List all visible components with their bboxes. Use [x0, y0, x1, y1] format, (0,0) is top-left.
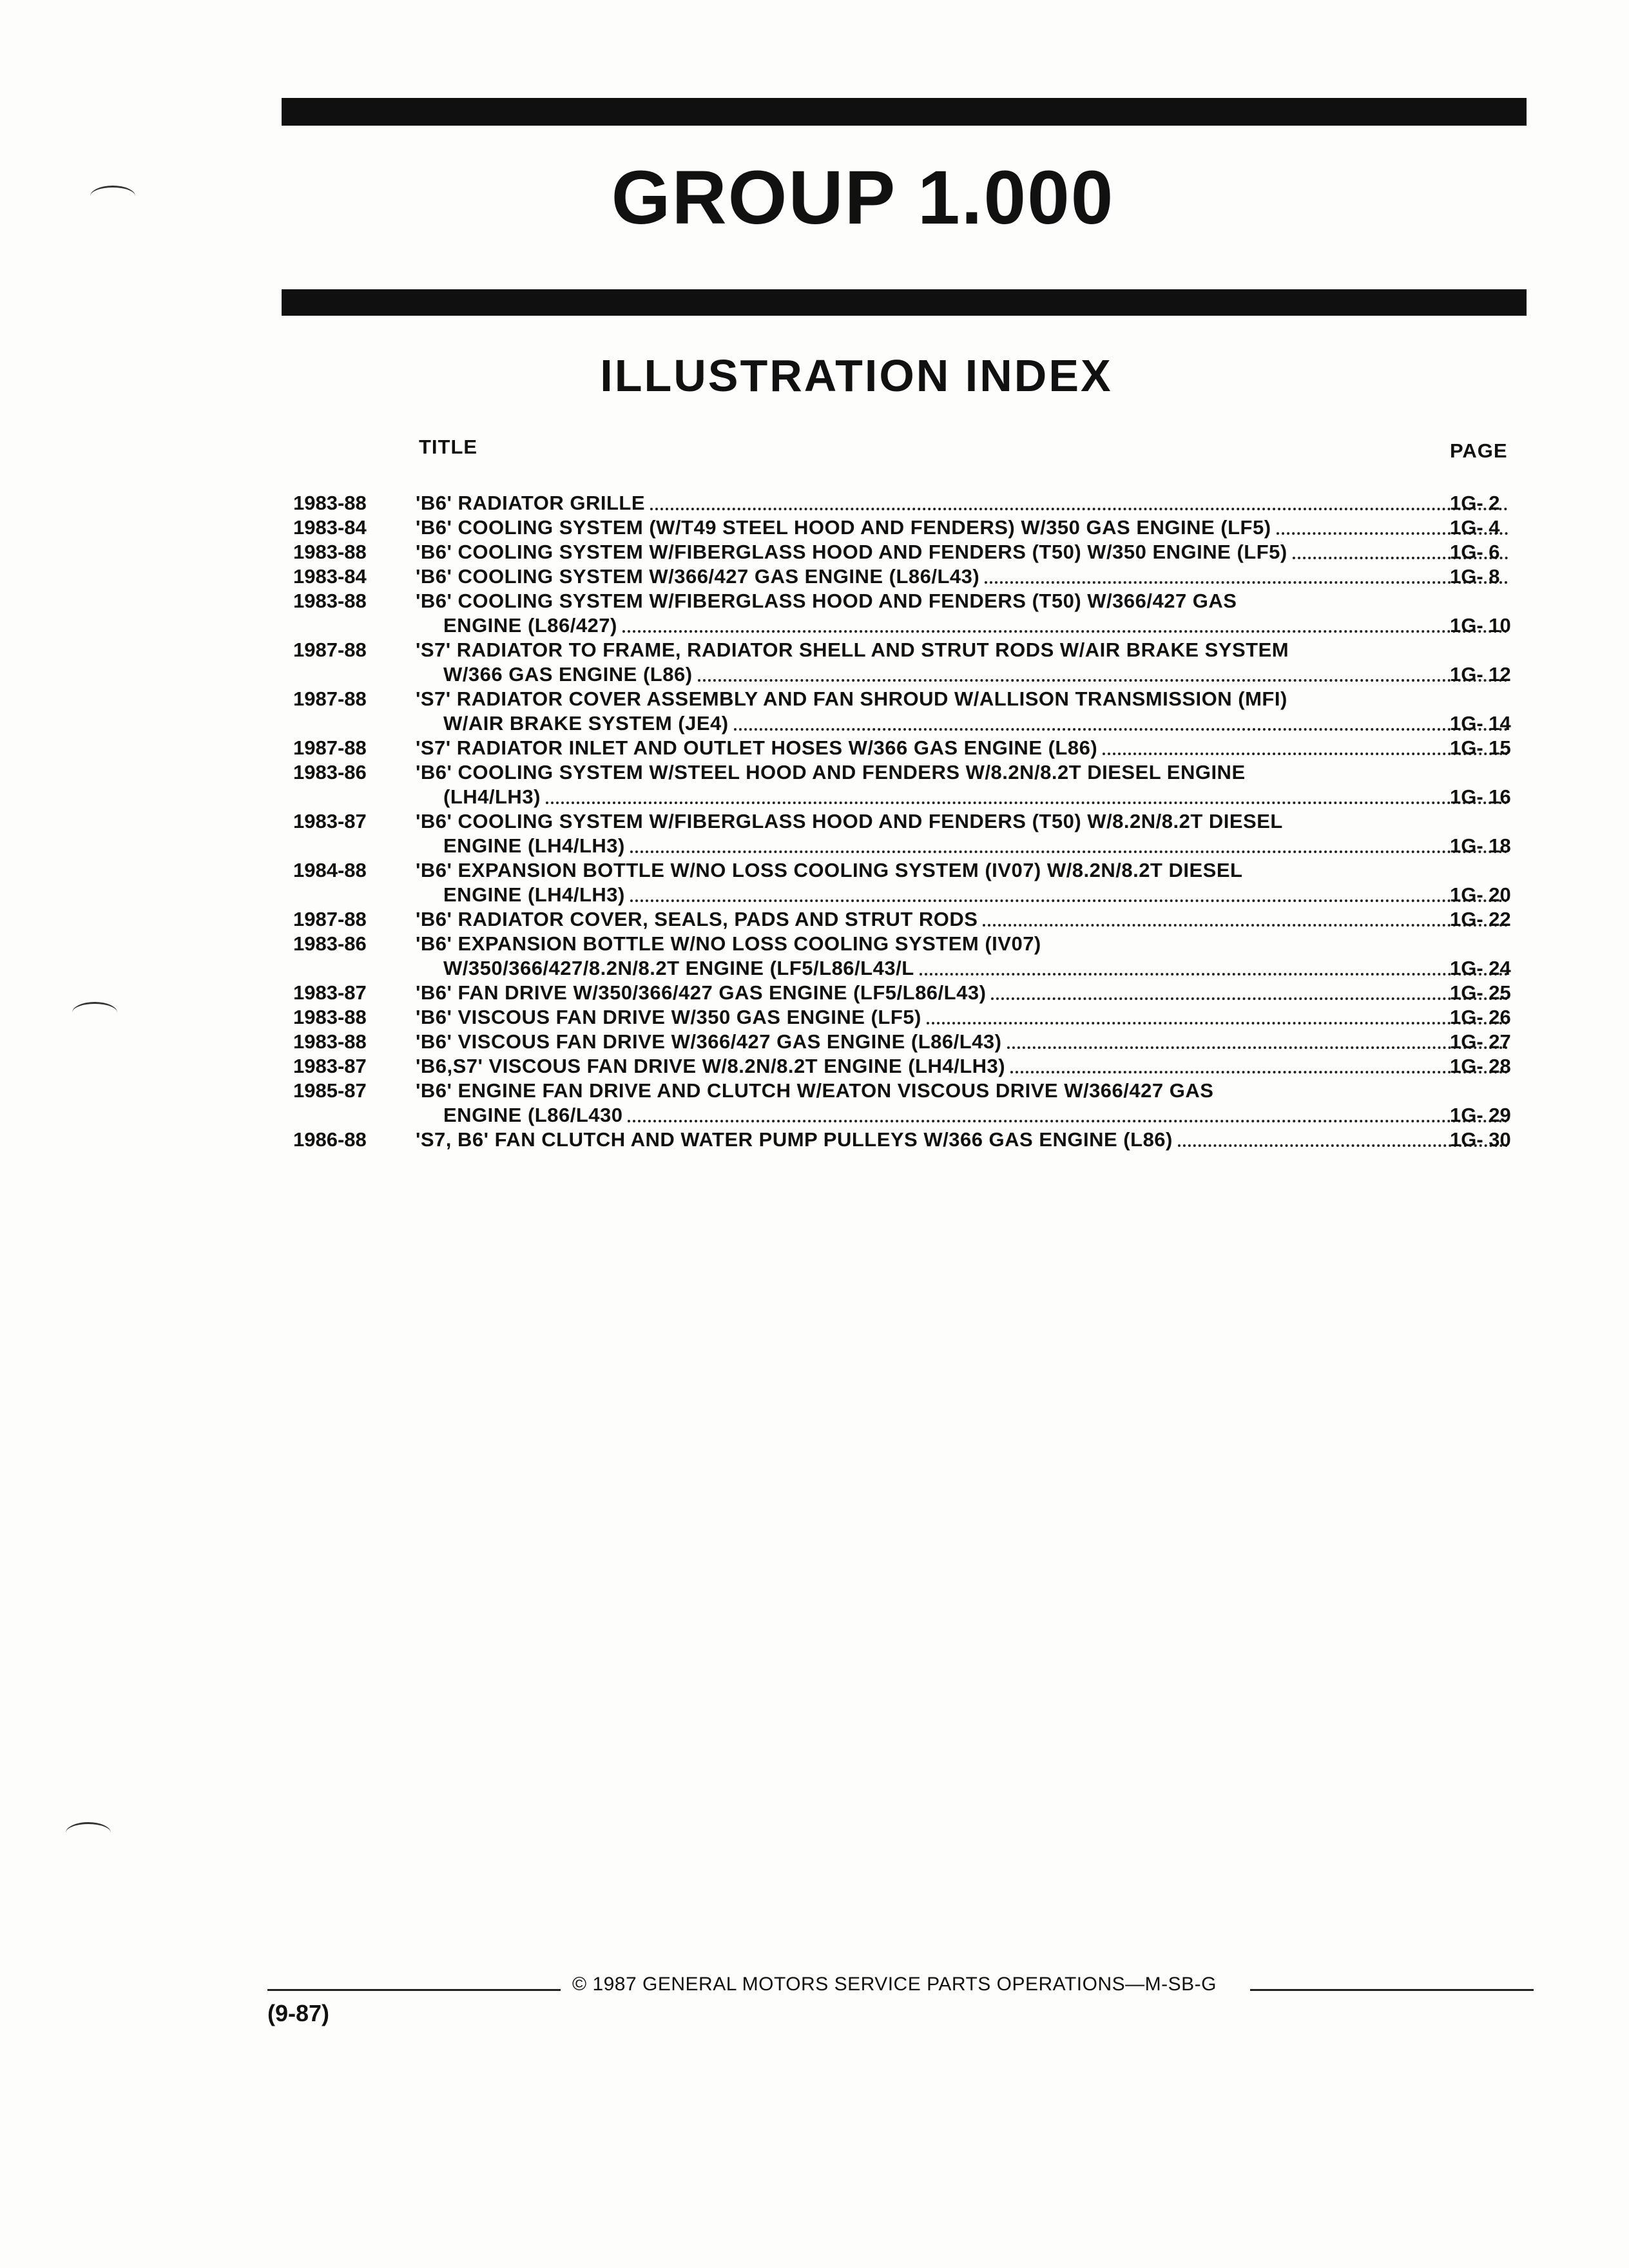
index-entry: [0, 981, 1629, 1005]
entry-title: ENGINE (L86/427): [443, 614, 617, 637]
entry-title: 'B6,S7' VISCOUS FAN DRIVE W/8.2N/8.2T ENGINE (LH4/LH3): [416, 1055, 1006, 1077]
footer-rule-right: [1250, 1989, 1534, 1991]
entry-page: 1G- 30: [1450, 1128, 1511, 1151]
column-header-page: PAGE: [1450, 439, 1508, 462]
dot-leader: [985, 581, 1508, 584]
entry-years: 1983-87: [293, 810, 367, 832]
revision-date: (9-87): [267, 2000, 330, 2026]
footer-rule-left: [267, 1989, 561, 1991]
entry-title: 'B6' ENGINE FAN DRIVE AND CLUTCH W/EATON VISCOUS DRIVE W/366/427 GAS: [416, 1079, 1214, 1102]
illustration-index-list: [0, 491, 1629, 1152]
entry-title: (LH4/LH3): [443, 785, 541, 808]
entry-page: 1G- 28: [1450, 1055, 1511, 1077]
entry-years: 1983-88: [293, 492, 367, 514]
entry-page: 1G- 29: [1450, 1104, 1511, 1126]
index-entry-continuation: [0, 711, 1629, 736]
entry-title: 'B6' COOLING SYSTEM W/FIBERGLASS HOOD AND FENDERS (T50) W/366/427 GAS: [416, 590, 1237, 612]
entry-title: 'S7, B6' FAN CLUTCH AND WATER PUMP PULLEYS W/366 GAS ENGINE (L86): [416, 1128, 1173, 1151]
entry-page: 1G- 18: [1450, 834, 1511, 857]
index-entry: [0, 540, 1629, 564]
index-entry-continuation: [0, 883, 1629, 907]
entry-title: W/350/366/427/8.2N/8.2T ENGINE (LF5/L86/L43/L: [443, 957, 914, 979]
entry-title: 'B6' COOLING SYSTEM W/FIBERGLASS HOOD AND FENDERS (T50) W/8.2N/8.2T DIESEL: [416, 810, 1283, 832]
index-entry: [0, 564, 1629, 589]
entry-page: 1G- 12: [1450, 663, 1511, 686]
index-entry: [0, 1079, 1629, 1103]
entry-page: 1G- 26: [1450, 1006, 1511, 1028]
entry-title: W/AIR BRAKE SYSTEM (JE4): [443, 712, 729, 735]
index-entry: [0, 858, 1629, 883]
entry-page: 1G- 22: [1450, 908, 1511, 930]
entry-years: 1987-88: [293, 908, 367, 930]
entry-title: 'B6' COOLING SYSTEM W/FIBERGLASS HOOD AND FENDERS (T50) W/350 ENGINE (LF5): [416, 541, 1287, 563]
entry-title: ENGINE (LH4/LH3): [443, 883, 625, 906]
entry-years: 1983-88: [293, 541, 367, 563]
column-header-title: TITLE: [419, 436, 478, 458]
index-entry: [0, 907, 1629, 932]
entry-page: 1G- 27: [1450, 1030, 1511, 1053]
entry-years: 1983-86: [293, 761, 367, 783]
entry-title: 'S7' RADIATOR TO FRAME, RADIATOR SHELL AND STRUT RODS W/AIR BRAKE SYSTEM: [416, 639, 1289, 661]
index-entry-continuation: [0, 662, 1629, 687]
entry-title: 'S7' RADIATOR COVER ASSEMBLY AND FAN SHROUD W/ALLISON TRANSMISSION (MFI): [416, 687, 1287, 710]
dot-leader: [1103, 753, 1508, 755]
entry-title: 'B6' FAN DRIVE W/350/366/427 GAS ENGINE (LF5/L86/L43): [416, 981, 987, 1004]
binder-hole-mark: [90, 186, 135, 207]
index-entry: [0, 638, 1629, 662]
entry-title: 'B6' VISCOUS FAN DRIVE W/350 GAS ENGINE (LF5): [416, 1006, 921, 1028]
group-title: GROUP 1.000: [611, 155, 1115, 240]
dot-leader: [734, 728, 1508, 731]
entry-page: 1G- 10: [1450, 614, 1511, 637]
dot-leader: [983, 924, 1508, 927]
dot-leader: [698, 679, 1508, 682]
entry-page: 1G- 4: [1450, 516, 1500, 539]
entry-years: 1984-88: [293, 859, 367, 881]
index-entry: [0, 1030, 1629, 1054]
entry-title: 'B6' RADIATOR COVER, SEALS, PADS AND STRUT RODS: [416, 908, 978, 930]
entry-years: 1983-88: [293, 1030, 367, 1053]
top-rule: [282, 98, 1527, 126]
entry-page: 1G- 25: [1450, 981, 1511, 1004]
index-entry: [0, 687, 1629, 711]
entry-page: 1G- 14: [1450, 712, 1511, 735]
entry-title: W/366 GAS ENGINE (L86): [443, 663, 693, 686]
entry-title: ENGINE (L86/L430: [443, 1104, 623, 1126]
dot-leader: [546, 802, 1508, 804]
entry-title: 'B6' COOLING SYSTEM W/STEEL HOOD AND FENDERS W/8.2N/8.2T DIESEL ENGINE: [416, 761, 1246, 783]
entry-title: 'B6' COOLING SYSTEM (W/T49 STEEL HOOD AND FENDERS) W/350 GAS ENGINE (LF5): [416, 516, 1271, 539]
entry-page: 1G- 8: [1450, 565, 1500, 588]
dot-leader: [622, 630, 1508, 633]
entry-years: 1987-88: [293, 639, 367, 661]
index-entry-continuation: [0, 1103, 1629, 1128]
dot-leader: [991, 997, 1508, 1000]
entry-title: 'B6' EXPANSION BOTTLE W/NO LOSS COOLING SYSTEM (IV07) W/8.2N/8.2T DIESEL: [416, 859, 1243, 881]
dot-leader: [927, 1022, 1508, 1024]
entry-years: 1983-87: [293, 981, 367, 1004]
entry-title: 'B6' EXPANSION BOTTLE W/NO LOSS COOLING SYSTEM (IV07): [416, 932, 1041, 955]
index-entry-continuation: [0, 785, 1629, 809]
index-entry: [0, 589, 1629, 613]
index-entry: [0, 736, 1629, 760]
index-entry-continuation: [0, 613, 1629, 638]
dot-leader: [630, 899, 1508, 902]
entry-years: 1983-88: [293, 1006, 367, 1028]
entry-years: 1986-88: [293, 1128, 367, 1151]
binder-hole-mark: [72, 1002, 117, 1023]
entry-title: 'B6' RADIATOR GRILLE: [416, 492, 645, 514]
entry-years: 1987-88: [293, 736, 367, 759]
entry-years: 1987-88: [293, 687, 367, 710]
index-entry-continuation: [0, 956, 1629, 981]
index-entry: [0, 1054, 1629, 1079]
index-title: ILLUSTRATION INDEX: [600, 351, 1113, 401]
index-entry: [0, 491, 1629, 515]
index-entry-continuation: [0, 834, 1629, 858]
entry-page: 1G- 16: [1450, 785, 1511, 808]
binder-hole-mark: [66, 1822, 111, 1843]
dot-leader: [628, 1120, 1508, 1122]
entry-years: 1983-86: [293, 932, 367, 955]
footer-copyright: © 1987 GENERAL MOTORS SERVICE PARTS OPERATIONS—M-SB-G: [572, 1974, 1217, 1995]
index-entry: [0, 1005, 1629, 1030]
index-entry: [0, 809, 1629, 834]
dot-leader: [1007, 1046, 1509, 1049]
entry-years: 1983-87: [293, 1055, 367, 1077]
entry-years: 1983-84: [293, 516, 367, 539]
dot-leader: [920, 973, 1508, 975]
entry-page: 1G- 24: [1450, 957, 1511, 979]
entry-page: 1G- 2: [1450, 492, 1500, 514]
header-rule: [282, 289, 1527, 316]
entry-years: 1983-84: [293, 565, 367, 588]
entry-page: 1G- 6: [1450, 541, 1500, 563]
index-entry: [0, 760, 1629, 785]
index-entry: [0, 1128, 1629, 1152]
index-entry: [0, 932, 1629, 956]
entry-page: 1G- 20: [1450, 883, 1511, 906]
entry-title: ENGINE (LH4/LH3): [443, 834, 625, 857]
entry-title: 'B6' COOLING SYSTEM W/366/427 GAS ENGINE (L86/L43): [416, 565, 980, 588]
entry-years: 1985-87: [293, 1079, 367, 1102]
dot-leader: [630, 850, 1508, 853]
entry-page: 1G- 15: [1450, 736, 1511, 759]
entry-title: 'B6' VISCOUS FAN DRIVE W/366/427 GAS ENGINE (L86/L43): [416, 1030, 1002, 1053]
index-entry: [0, 515, 1629, 540]
dot-leader: [1010, 1071, 1508, 1073]
entry-title: 'S7' RADIATOR INLET AND OUTLET HOSES W/366 GAS ENGINE (L86): [416, 736, 1098, 759]
entry-years: 1983-88: [293, 590, 367, 612]
dot-leader: [650, 508, 1508, 510]
